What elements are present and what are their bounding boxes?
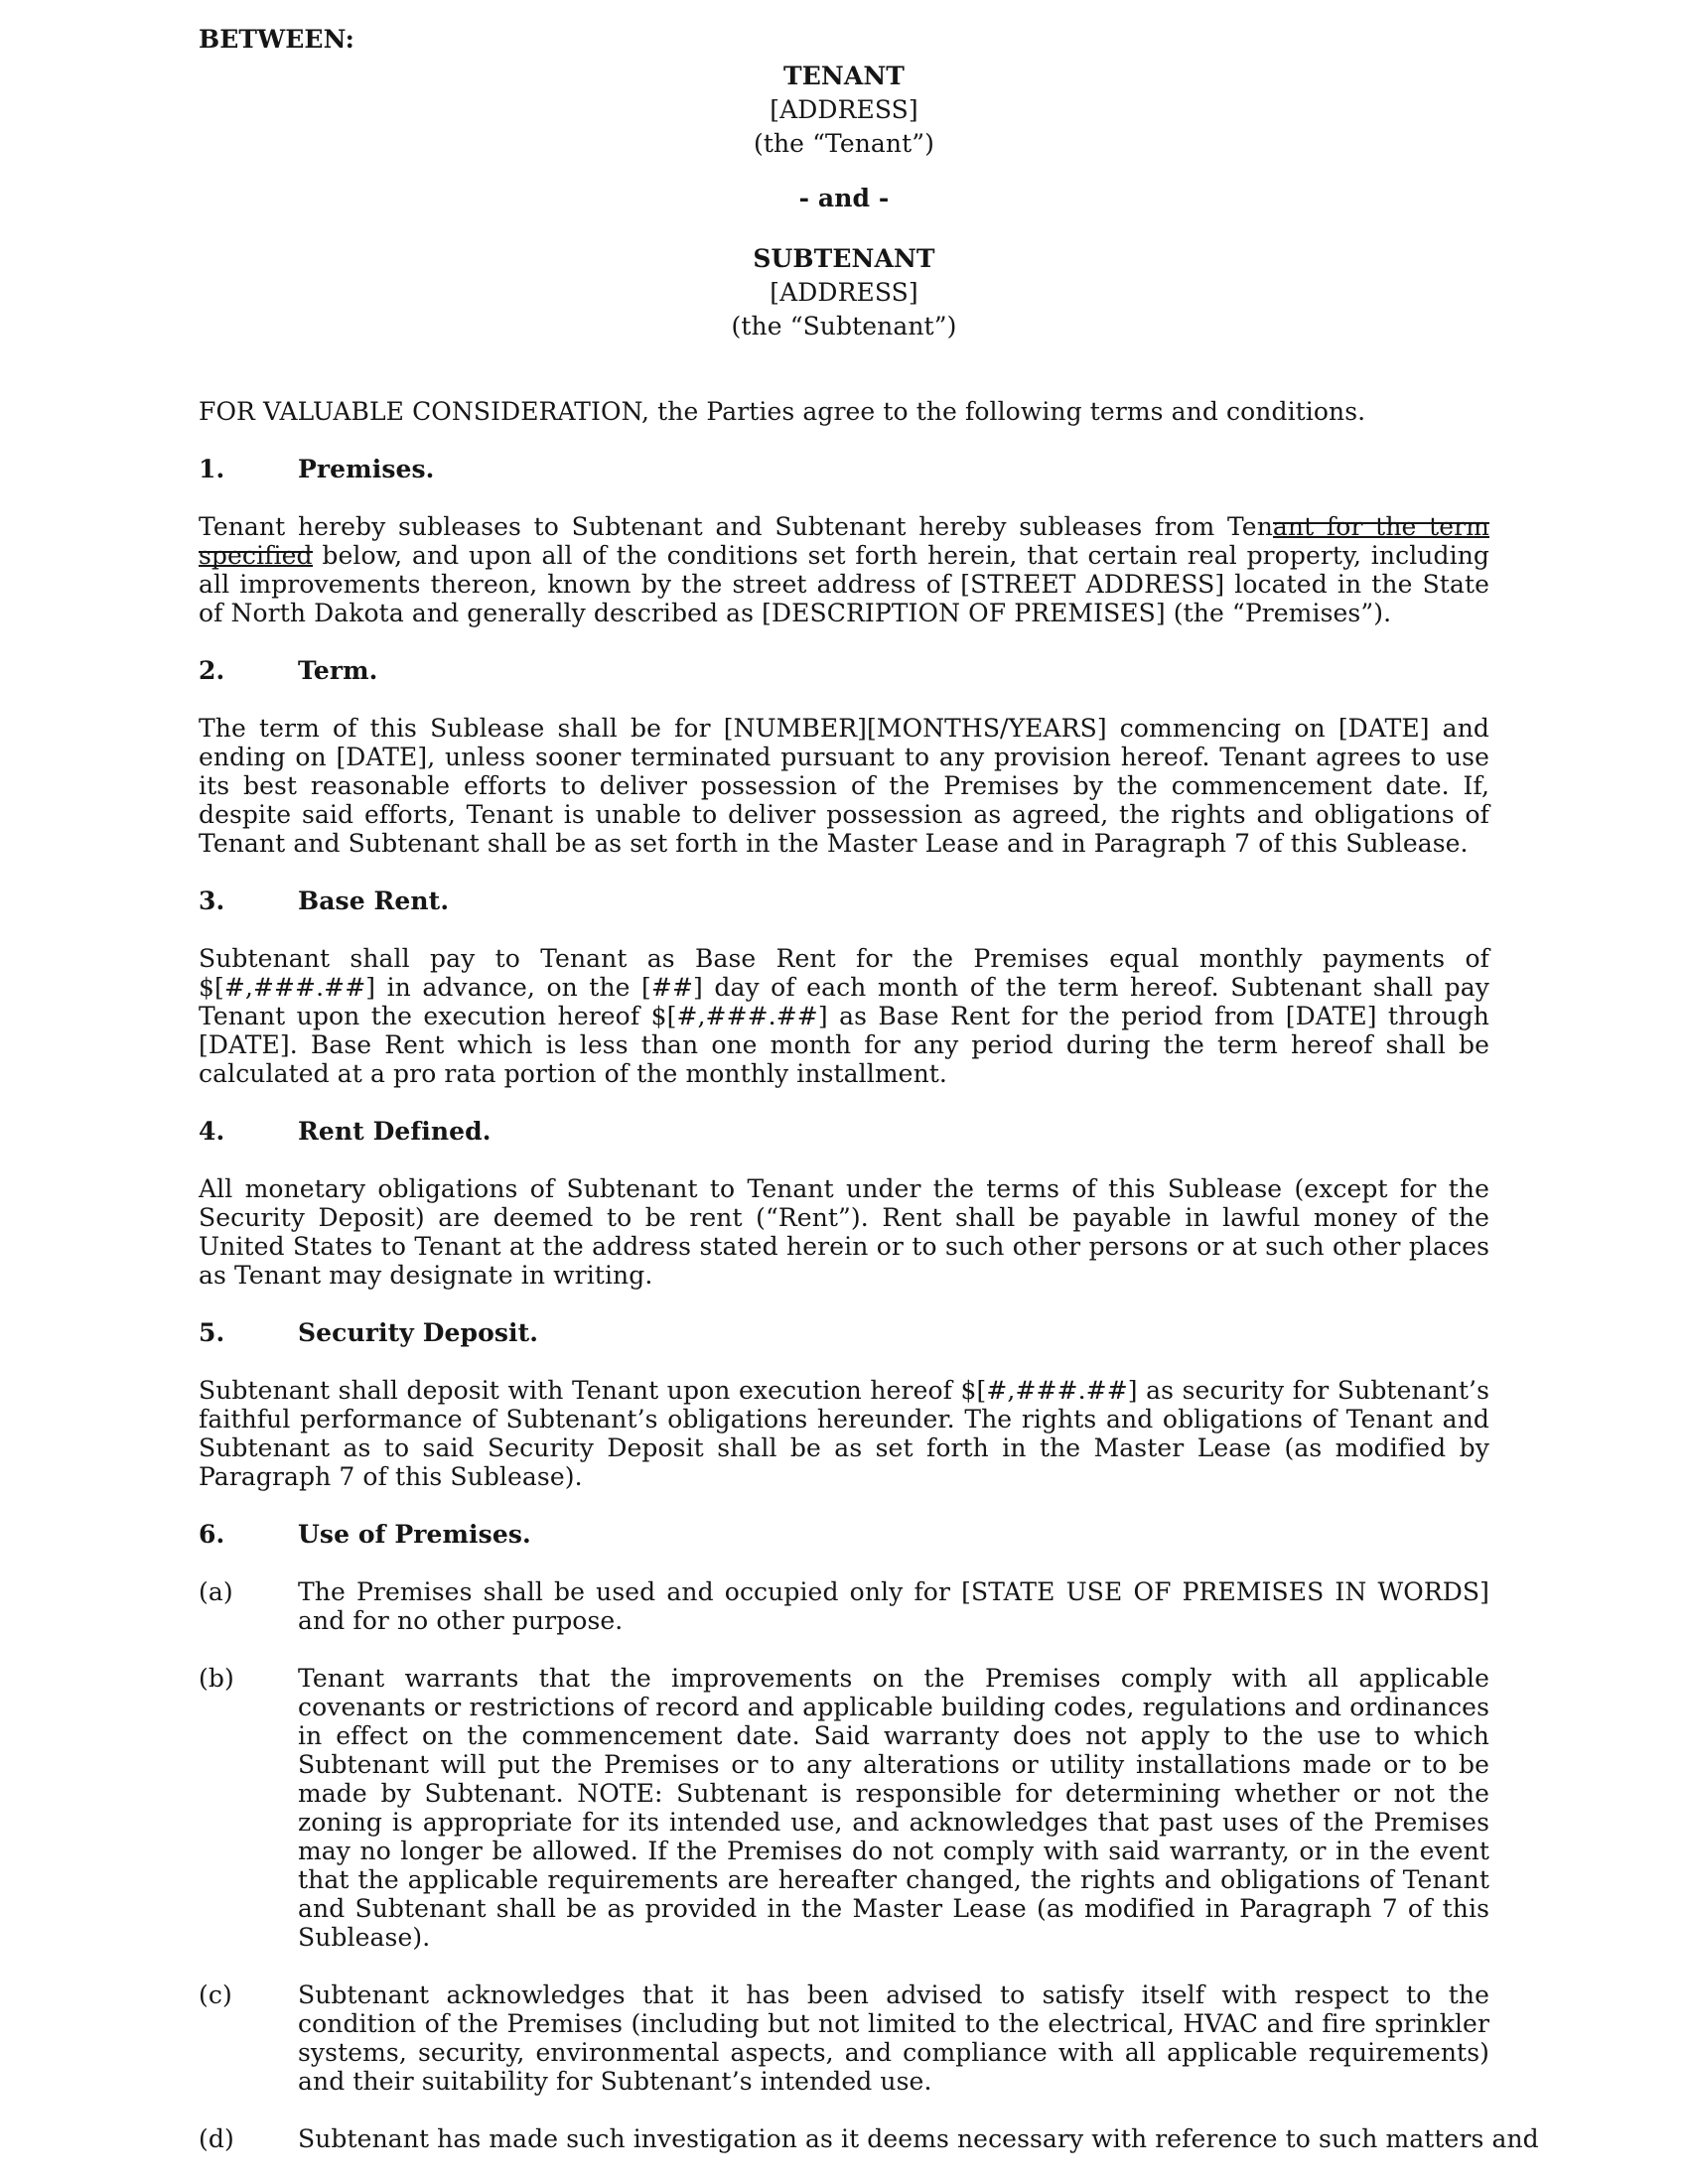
subtenant-alias: (the “Subtenant”) [731, 312, 957, 341]
subsection-d [199, 2124, 1539, 2153]
tenant-address: [ADDRESS] [770, 95, 918, 124]
section-1-text-pre: Tenant hereby subleases to Subtenant and Subtenant hereby subleases from Ten [199, 512, 1273, 541]
section-5-heading [199, 1318, 1489, 1347]
subsection-a-marker: (a) [199, 1577, 233, 1606]
section-3-heading [199, 887, 1489, 915]
section-6-title: Use of Premises. [298, 1520, 531, 1549]
and-separator: - and - [798, 184, 890, 212]
section-3-body: Subtenant shall pay to Tenant as Base Rent for the Premises equal monthly payments of $[#,###.##] in advance, on the [##] day of each month of the term hereof. Subtenant shall pay Tenant upon the execution hereof $[#,###.##] as Base Rent for the period from [DATE] through [DATE]. Base Rent which is less than one month for any period during the term hereof shall be calculated at a pro rata portion of the monthly installment. [199, 944, 1489, 1088]
subsection-d-text: Subtenant has made such investigation as it deems necessary with reference to such matters and [298, 2124, 1539, 2153]
section-5-body: Subtenant shall deposit with Tenant upon execution hereof $[#,###.##] as security for Subtenant’s faithful performance of Subtenant’s obligations hereunder. The rights and obligations of Tenant and Subtenant as to said Security Deposit shall be as set forth in the Master Lease (as modified by Paragraph 7 of this Sublease). [199, 1376, 1489, 1491]
subsection-c-text: Subtenant acknowledges that it has been advised to satisfy itself with respect to the condition of the Premises (including but not limited to the electrical, HVAC and fire sprinkler systems, security, environmental aspects, and compliance with all applicable requirements) and their suitability for Subtenant’s intended use. [298, 1980, 1489, 2096]
section-1-redline-text: ant for the term specified [199, 512, 1489, 570]
section-2-heading [199, 656, 1489, 685]
section-4-body: All monetary obligations of Subtenant to Tenant under the terms of this Sublease (except for the Security Deposit) are deemed to be rent (“Rent”). Rent shall be payable in lawful money of the United States to Tenant at the address stated herein or to such other persons or at such other places as Tenant may designate in writing. [199, 1174, 1489, 1290]
subsection-d-marker: (d) [199, 2124, 234, 2153]
section-2-body: The term of this Sublease shall be for [NUMBER][MONTHS/YEARS] commencing on [DATE] and ending on [DATE], unless sooner terminated pursuant to any provision hereof. Tenant agrees to use its best reasonable efforts to deliver possession of the Premises by the commencement date. If, despite said efforts, Tenant is unable to deliver possession as agreed, the rights and obligations of Tenant and Subtenant shall be as set forth in the Master Lease and in Paragraph 7 of this Sublease. [199, 714, 1489, 858]
section-5-number: 5. [199, 1318, 225, 1347]
section-1-number: 1. [199, 455, 225, 483]
subsection-b [199, 1664, 1489, 1952]
section-6-number: 6. [199, 1520, 225, 1549]
subtenant-address: [ADDRESS] [770, 278, 918, 307]
tenant-alias: (the “Tenant”) [753, 129, 935, 158]
section-6-heading [199, 1520, 1489, 1549]
subsection-c [199, 1980, 1489, 2096]
subsection-b-text: Tenant warrants that the improvements on the Premises comply with all applicable covenants or restrictions of record and applicable building codes, regulations and ordinances in effect on the commencement date. Said warranty does not apply to the use to which Subtenant will put the Premises or to any alterations or utility installations made or to be made by Subtenant. NOTE: Subtenant is responsible for determining whether or not the zoning is appropriate for its intended use, and acknowledges that past uses of the Premises may no longer be allowed. If the Premises do not comply with said warranty, or in the event that the applicable requirements are hereafter changed, the rights and obligations of Tenant and Subtenant shall be as provided in the Master Lease (as modified in Paragraph 7 of this Sublease). [298, 1664, 1489, 1952]
subtenant-name: SUBTENANT [753, 244, 935, 273]
section-2-number: 2. [199, 656, 225, 685]
between-label: BETWEEN: [199, 25, 354, 54]
section-1-title: Premises. [298, 455, 435, 483]
tenant-name: TENANT [783, 62, 905, 90]
section-3-number: 3. [199, 887, 225, 915]
section-4-title: Rent Defined. [298, 1117, 492, 1146]
section-1-text-post: below, and upon all of the conditions set forth herein, that certain real property, including all improvements thereon, known by the street address of [STREET ADDRESS] located in the State of North Dakota and generally described as [DESCRIPTION OF PREMISES] (the “Premises”). [199, 541, 1489, 627]
consideration-clause: FOR VALUABLE CONSIDERATION, the Parties agree to the following terms and conditions. [199, 397, 1366, 426]
subsection-b-marker: (b) [199, 1664, 234, 1693]
subsection-c-marker: (c) [199, 1980, 232, 2009]
section-1-body [199, 512, 1489, 627]
section-1-heading [199, 455, 1489, 483]
party-block [199, 60, 1489, 343]
subsection-a-text: The Premises shall be used and occupied only for [STATE USE OF PREMISES IN WORDS] and for no other purpose. [298, 1577, 1489, 1635]
section-4-number: 4. [199, 1117, 225, 1146]
section-2-title: Term. [298, 656, 378, 685]
section-5-title: Security Deposit. [298, 1318, 539, 1347]
section-3-title: Base Rent. [298, 887, 450, 915]
subsection-a [199, 1577, 1489, 1635]
section-4-heading [199, 1117, 1489, 1146]
